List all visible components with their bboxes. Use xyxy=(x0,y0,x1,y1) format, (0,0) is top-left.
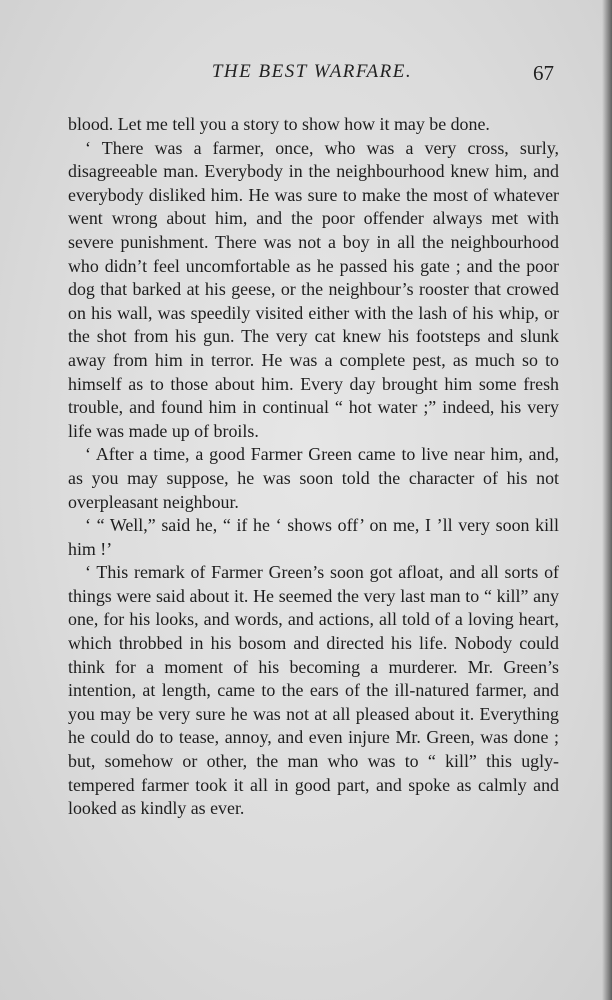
body-text xyxy=(68,113,559,821)
page-number: 67 xyxy=(533,61,554,85)
running-head xyxy=(68,61,556,91)
running-title: THE BEST WARFARE. xyxy=(211,61,413,82)
paragraph: ‘ This remark of Farmer Green’s soon got afloat, and all sorts of things were said about it. He seemed the very last man to “ kill” any one, for his looks, and words, and actions, all told of a loving heart, which throbbed in his bosom and directed his life. Nobody could think for a moment of his becoming a murderer. Mr. Green’s intention, at length, came to the ears of the ill-natured farmer, and you may be very sure he was not at all pleased about it. Everything he could do to tease, annoy, and even injure Mr. Green, was done ; but, somehow or other, the man who was to “ kill” this ugly-tempered farmer took it all in good part, and spoke as calmly and looked as kindly as ever. xyxy=(68,562,559,819)
paragraph: ‘ There was a farmer, once, who was a very cross, surly, disagreeable man. Everybody in the neighbourhood knew him, and everybody disliked him. He was sure to make the most of whatever went wrong about him, and the poor offender always met with severe punishment. There was not a boy in all the neighbourhood who didn’t feel uncomfortable as he passed his gate ; and the poor dog that barked at his geese, or the neighbour’s rooster that crowed on his wall, was speedily visited either with the lash of his whip, or the shot from his gun. The very cat knew his footsteps and slunk away from him in terror. He was a complete pest, as much so to himself as to those about him. Every day brought him some fresh trouble, and found him in continual “ hot water ;” indeed, his very life was made up of broils. xyxy=(68,137,559,441)
paragraph: ‘ “ Well,” said he, “ if he ‘ shows off’ on me, I ’ll very soon kill him !’ xyxy=(68,515,559,559)
paragraph: ‘ After a time, a good Farmer Green came to live near him, and, as you may suppose, he was soon told the character of his not overpleasant neighbour. xyxy=(68,444,559,512)
paragraph: blood. Let me tell you a story to show how it may be done. xyxy=(68,114,490,134)
